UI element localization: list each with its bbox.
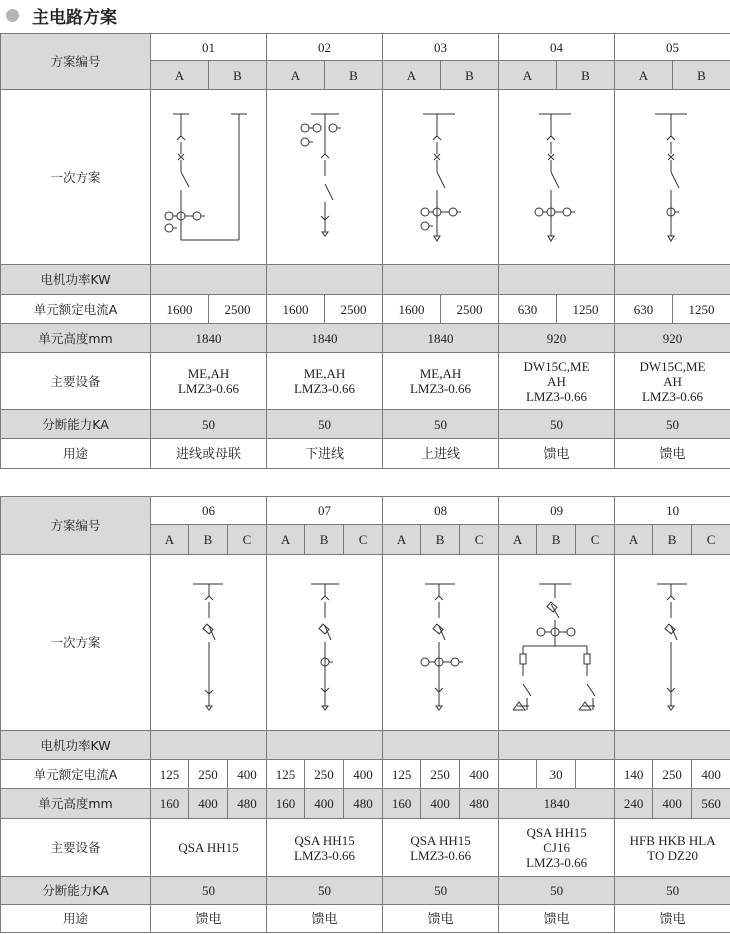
breaking-capacity-value: 50 (267, 877, 383, 905)
unit-height-value: 920 (499, 324, 615, 353)
circuit-diagram-09 (499, 555, 615, 731)
sub-label: B (325, 61, 383, 90)
motor-power-value (615, 731, 730, 760)
circuit-diagram-05 (615, 90, 730, 265)
rated-current-value (576, 760, 615, 789)
usage-value: 进线或母联 (151, 439, 267, 469)
usage-label: 用途 (1, 439, 151, 469)
usage-value: 馈电 (267, 905, 383, 933)
rated-current-value: 630 (499, 295, 557, 324)
unit-height-value: 1840 (383, 324, 499, 353)
unit-height-value: 240 (615, 789, 653, 819)
main-equipment-label: 主要设备 (1, 353, 151, 410)
unit-height-value: 160 (151, 789, 189, 819)
scheme-number: 02 (267, 34, 383, 61)
breaking-capacity-value: 50 (383, 877, 499, 905)
bullet-icon (6, 9, 19, 22)
motor-power-value (383, 265, 499, 295)
scheme-number: 09 (499, 497, 615, 525)
unit-height-value: 560 (692, 789, 730, 819)
motor-power-value (615, 265, 730, 295)
scheme-number: 01 (151, 34, 267, 61)
motor-power-value (267, 265, 383, 295)
rated-current-value: 250 (421, 760, 460, 789)
rated-current-value: 30 (537, 760, 576, 789)
usage-value: 上进线 (383, 439, 499, 469)
sub-label: A (499, 61, 557, 90)
sub-label: A (151, 525, 189, 555)
rated-current-value: 1600 (267, 295, 325, 324)
unit-height-value: 1840 (267, 324, 383, 353)
main-equipment-value: QSA HH15 LMZ3-0.66 (383, 819, 499, 877)
scheme-table-2 (0, 496, 730, 933)
rated-current-value: 1250 (673, 295, 730, 324)
motor-power-value (499, 731, 615, 760)
main-equipment-value: HFB HKB HLA TO DZ20 (615, 819, 730, 877)
sub-label: B (189, 525, 228, 555)
sub-label: A (615, 525, 653, 555)
unit-height-value: 1840 (151, 324, 267, 353)
unit-height-value: 400 (653, 789, 692, 819)
main-equipment-value: DW15C,ME AH LMZ3-0.66 (615, 353, 730, 410)
motor-power-label: 电机功率KW (1, 265, 151, 295)
breaking-capacity-value: 50 (499, 877, 615, 905)
circuit-diagram-08 (383, 555, 499, 731)
rated-current-value: 140 (615, 760, 653, 789)
rated-current-value: 630 (615, 295, 673, 324)
scheme-number: 08 (383, 497, 499, 525)
rated-current-value: 250 (189, 760, 228, 789)
scheme-number: 07 (267, 497, 383, 525)
rated-current-value: 1600 (151, 295, 209, 324)
main-equipment-value: QSA HH15 CJ16 LMZ3-0.66 (499, 819, 615, 877)
unit-height-label: 单元高度mm (1, 324, 151, 353)
unit-height-value: 480 (228, 789, 267, 819)
breaking-capacity-value: 50 (383, 410, 499, 439)
sub-label: A (383, 61, 441, 90)
unit-height-value: 400 (305, 789, 344, 819)
rated-current-value: 125 (383, 760, 421, 789)
rated-current-value: 1250 (557, 295, 615, 324)
sub-label: C (692, 525, 730, 555)
main-equipment-value: ME,AH LMZ3-0.66 (383, 353, 499, 410)
rated-current-value: 400 (344, 760, 383, 789)
sub-label: B (673, 61, 730, 90)
rated-current-value: 250 (653, 760, 692, 789)
sub-label: A (267, 61, 325, 90)
main-equipment-value: QSA HH15 LMZ3-0.66 (267, 819, 383, 877)
sub-label: A (615, 61, 673, 90)
sub-label: C (460, 525, 499, 555)
sub-label: B (209, 61, 267, 90)
sub-label: B (441, 61, 499, 90)
scheme-number: 03 (383, 34, 499, 61)
primary-scheme-label: 一次方案 (1, 90, 151, 265)
sub-label: B (537, 525, 576, 555)
circuit-diagram-06 (151, 555, 267, 731)
unit-height-value: 1840 (499, 789, 615, 819)
circuit-diagram-02 (267, 90, 383, 265)
unit-height-value: 920 (615, 324, 730, 353)
rated-current-value: 250 (305, 760, 344, 789)
circuit-diagram-03 (383, 90, 499, 265)
circuit-diagram-01 (151, 90, 267, 265)
scheme-number: 05 (615, 34, 730, 61)
usage-value: 馈电 (151, 905, 267, 933)
unit-height-value: 480 (460, 789, 499, 819)
rated-current-value: 125 (151, 760, 189, 789)
rated-current-value: 2500 (441, 295, 499, 324)
usage-label: 用途 (1, 905, 151, 933)
main-equipment-value: DW15C,ME AH LMZ3-0.66 (499, 353, 615, 410)
unit-height-value: 400 (421, 789, 460, 819)
sub-label: C (228, 525, 267, 555)
main-equipment-value: ME,AH LMZ3-0.66 (151, 353, 267, 410)
usage-value: 馈电 (615, 439, 730, 469)
unit-height-value: 480 (344, 789, 383, 819)
main-equipment-value: QSA HH15 (151, 819, 267, 877)
rated-current-value (499, 760, 537, 789)
primary-scheme-label: 一次方案 (1, 555, 151, 731)
sub-label: B (653, 525, 692, 555)
unit-height-value: 160 (383, 789, 421, 819)
breaking-capacity-label: 分断能力KA (1, 877, 151, 905)
scheme-no-label: 方案编号 (1, 497, 151, 555)
sub-label: B (557, 61, 615, 90)
sub-label: B (421, 525, 460, 555)
motor-power-value (151, 265, 267, 295)
sub-label: A (151, 61, 209, 90)
unit-height-value: 400 (189, 789, 228, 819)
rated-current-value: 400 (460, 760, 499, 789)
scheme-number: 06 (151, 497, 267, 525)
breaking-capacity-value: 50 (151, 877, 267, 905)
usage-value: 馈电 (499, 439, 615, 469)
motor-power-value (267, 731, 383, 760)
section-title: 主电路方案 (32, 8, 117, 28)
main-equipment-value: ME,AH LMZ3-0.66 (267, 353, 383, 410)
usage-value: 下进线 (267, 439, 383, 469)
scheme-number: 04 (499, 34, 615, 61)
unit-height-value: 160 (267, 789, 305, 819)
sub-label: A (383, 525, 421, 555)
main-equipment-label: 主要设备 (1, 819, 151, 877)
rated-current-value: 400 (692, 760, 730, 789)
motor-power-value (499, 265, 615, 295)
breaking-capacity-value: 50 (151, 410, 267, 439)
scheme-number: 10 (615, 497, 730, 525)
motor-power-value (383, 731, 499, 760)
breaking-capacity-value: 50 (499, 410, 615, 439)
rated-current-value: 1600 (383, 295, 441, 324)
sub-label: B (305, 525, 344, 555)
rated-current-value: 2500 (209, 295, 267, 324)
circuit-diagram-07 (267, 555, 383, 731)
scheme-table-1 (0, 33, 730, 469)
breaking-capacity-value: 50 (615, 410, 730, 439)
breaking-capacity-label: 分断能力KA (1, 410, 151, 439)
sub-label: C (344, 525, 383, 555)
breaking-capacity-value: 50 (615, 877, 730, 905)
rated-current-label: 单元额定电流A (1, 760, 151, 789)
sub-label: A (499, 525, 537, 555)
breaking-capacity-value: 50 (267, 410, 383, 439)
motor-power-label: 电机功率KW (1, 731, 151, 760)
usage-value: 馈电 (615, 905, 730, 933)
rated-current-value: 400 (228, 760, 267, 789)
motor-power-value (151, 731, 267, 760)
usage-value: 馈电 (383, 905, 499, 933)
circuit-diagram-04 (499, 90, 615, 265)
unit-height-label: 单元高度mm (1, 789, 151, 819)
section-header (0, 0, 730, 28)
rated-current-label: 单元额定电流A (1, 295, 151, 324)
rated-current-value: 2500 (325, 295, 383, 324)
sub-label: A (267, 525, 305, 555)
rated-current-value: 125 (267, 760, 305, 789)
scheme-no-label: 方案编号 (1, 34, 151, 90)
circuit-diagram-10 (615, 555, 730, 731)
usage-value: 馈电 (499, 905, 615, 933)
sub-label: C (576, 525, 615, 555)
